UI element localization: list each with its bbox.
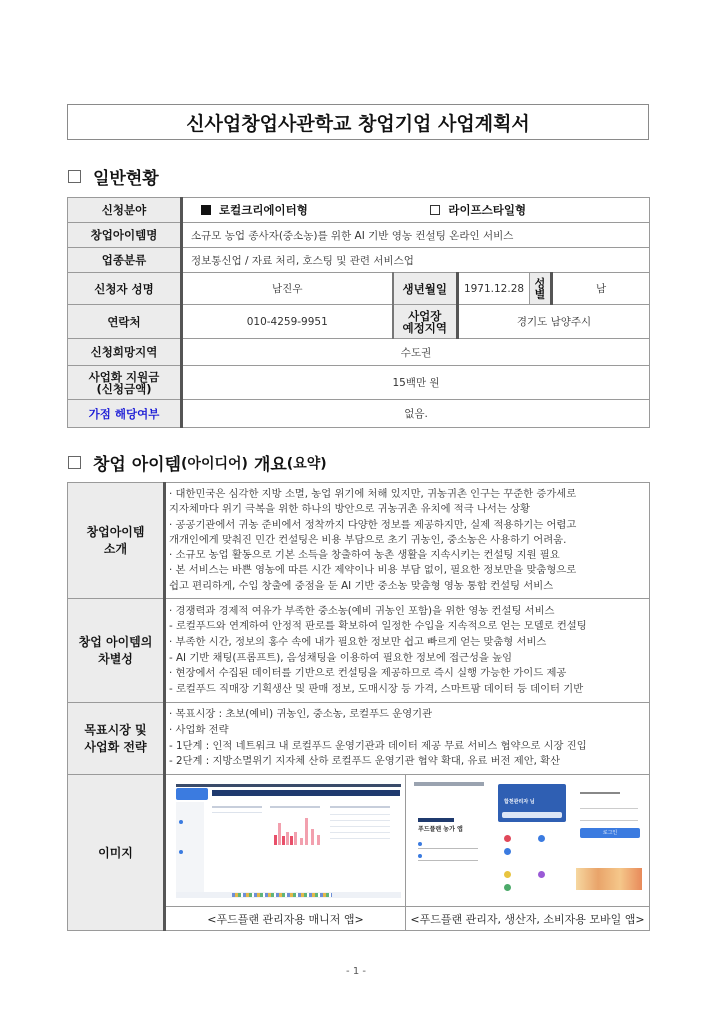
- fund-value: 15백만 원: [182, 366, 650, 400]
- manager-app-caption: <푸드플랜 관리자용 매니저 앱>: [165, 907, 406, 931]
- applicant-label: 신청자 성명: [68, 273, 182, 305]
- market-label: 목표시장 및 사업화 전략: [68, 703, 165, 775]
- table-row-intro: [68, 483, 650, 599]
- region-label: 신청희망지역: [68, 339, 182, 366]
- field-options: [182, 198, 650, 223]
- option-lifestyle[interactable]: 라이프스타일형: [430, 202, 526, 218]
- table-row-field: [68, 198, 650, 223]
- table-row-differentiation: [68, 599, 650, 703]
- mobile-app-caption: <푸드플랜 관리자, 생산자, 소비자용 모바일 앱>: [406, 907, 650, 931]
- bonus-label: 가점 해당여부: [68, 400, 182, 428]
- contact-value: 010-4259-9951: [182, 305, 393, 339]
- intro-content: · 대한민국은 심각한 지방 소멸, 농업 위기에 처해 있지만, 귀농귀촌 인구는 꾸준한 증가세로 지자체마다 위기 극복을 위한 하나의 방안으로 귀농귀촌 유치에 적극 나서는 상황 · 공공기관에서 귀농 준비에서 정착까지 다양한 정보를 제공하지만, 실제 적용하기는 어렵고 개개인에게 맞춰진 민간 컨설팅은 비용 부담으로 초기 귀농인, 중소농은 사용하기 어려움. · 소규모 농업 활동으로 기본 소득을 창출하여 농촌 생활을 지속시키는 컨설팅 지원 필요 · 본 서비스는 바쁜 영농에 따른 시간 제약이나 비용 부담 없이, 필요한 정보만을 맞춤형으로 쉽고 편리하게, 수입 창출에 중점을 둔 AI 기반 중소농 맞춤형 영농 통합 컨설팅 서비스: [165, 483, 650, 599]
- table-row-region: [68, 339, 650, 366]
- table-row-industry: [68, 248, 650, 273]
- mobile-app-screenshot-cell: [406, 775, 650, 907]
- table-row-fund: [68, 366, 650, 400]
- bonus-value: 없음.: [182, 400, 650, 428]
- item-name-label: 창업아이템명: [68, 223, 182, 248]
- page-number: - 1 -: [346, 966, 366, 977]
- manager-app-screenshot-cell: [165, 775, 406, 907]
- industry-label: 업종분류: [68, 248, 182, 273]
- region-value: 수도권: [182, 339, 650, 366]
- site-value: 경기도 남양주시: [458, 305, 650, 339]
- mobile-greeting: 합천관리자 님: [504, 798, 535, 805]
- applicant-value: 남진우: [182, 273, 393, 305]
- checked-box-icon: [201, 205, 211, 215]
- mobile-app-title: 푸드플랜 농가 앱: [418, 825, 463, 833]
- table-row-images: [68, 775, 650, 907]
- images-label: 이미지: [68, 775, 165, 931]
- gender-label: 성별: [530, 273, 552, 305]
- contact-label: 연락처: [68, 305, 182, 339]
- site-label: 사업장 예정지역: [393, 305, 458, 339]
- field-label: 신청분야: [68, 198, 182, 223]
- unchecked-box-icon: [430, 205, 440, 215]
- table-row-bonus: [68, 400, 650, 428]
- general-info-table: [67, 197, 650, 428]
- industry-value: 정보통신업 / 자료 처리, 호스팅 및 관련 서비스업: [182, 248, 650, 273]
- table-row-contact: [68, 305, 650, 339]
- birth-label: 생년월일: [393, 273, 458, 305]
- document-title: 신사업창업사관학교 창업기업 사업계획서: [67, 104, 649, 140]
- section-heading-overview: 창업 아이템 (아이디어) 개요 (요약): [67, 450, 327, 475]
- fund-label: 사업화 지원금 (신청금액): [68, 366, 182, 400]
- table-row-applicant: [68, 273, 650, 305]
- market-content: · 목표시장 : 초보(예비) 귀농인, 중소농, 로컬푸드 운영기관 · 사업화 전략 - 1단계 : 인적 네트워크 내 로컬푸드 운영기관과 데이터 제공 무료 서비스 협약으로 시장 진입 - 2단계 : 지방소멸위기 지자체 산하 로컬푸드 운영기관 협약 확대, 유료 버전 제안, 확산: [165, 703, 650, 775]
- option-local-creator[interactable]: 로컬크리에이터형: [201, 202, 427, 218]
- item-name-value: 소규모 농업 종사자(중소농)를 위한 AI 기반 영농 컨설팅 온라인 서비스: [182, 223, 650, 248]
- overview-table: [67, 482, 650, 931]
- manager-app-screenshot: [172, 780, 401, 902]
- table-row-item-name: [68, 223, 650, 248]
- birth-value: 1971.12.28: [458, 273, 530, 305]
- section-heading-general: [67, 164, 159, 189]
- login-button: 로그인: [580, 828, 640, 838]
- checkbox-bullet-icon: [68, 170, 81, 183]
- checkbox-bullet-icon: [68, 456, 81, 469]
- diff-content: · 경쟁력과 경제적 여유가 부족한 중소농(예비 귀농인 포함)을 위한 영농 컨설팅 서비스 - 로컬푸드와 연계하여 안정적 판로를 확보하여 일정한 수입을 지속적으로 얻는 모델로 컨설팅 · 부족한 시간, 정보의 홍수 속에 내가 필요한 정보만 쉽고 빠르게 얻는 맞춤형 서비스 - AI 기반 채팅(프롬프트), 음성채팅을 이용하여 필요한 정보에 접근성을 높임 · 현장에서 수집된 데이터를 기반으로 컨설팅을 제공하므로 즉시 실행 가능한 가이드 제공 - 로컬푸드 직매장 기획생산 및 판매 정보, 도매시장 등 가격, 스마트팜 데이터 등 데이터 기반: [165, 599, 650, 703]
- section-heading-text: 일반현황: [93, 169, 159, 189]
- mobile-app-screenshot: [412, 780, 644, 902]
- gender-value: 남: [552, 273, 650, 305]
- diff-label: 창업 아이템의 차별성: [68, 599, 165, 703]
- table-row-market: [68, 703, 650, 775]
- intro-label: 창업아이템 소개: [68, 483, 165, 599]
